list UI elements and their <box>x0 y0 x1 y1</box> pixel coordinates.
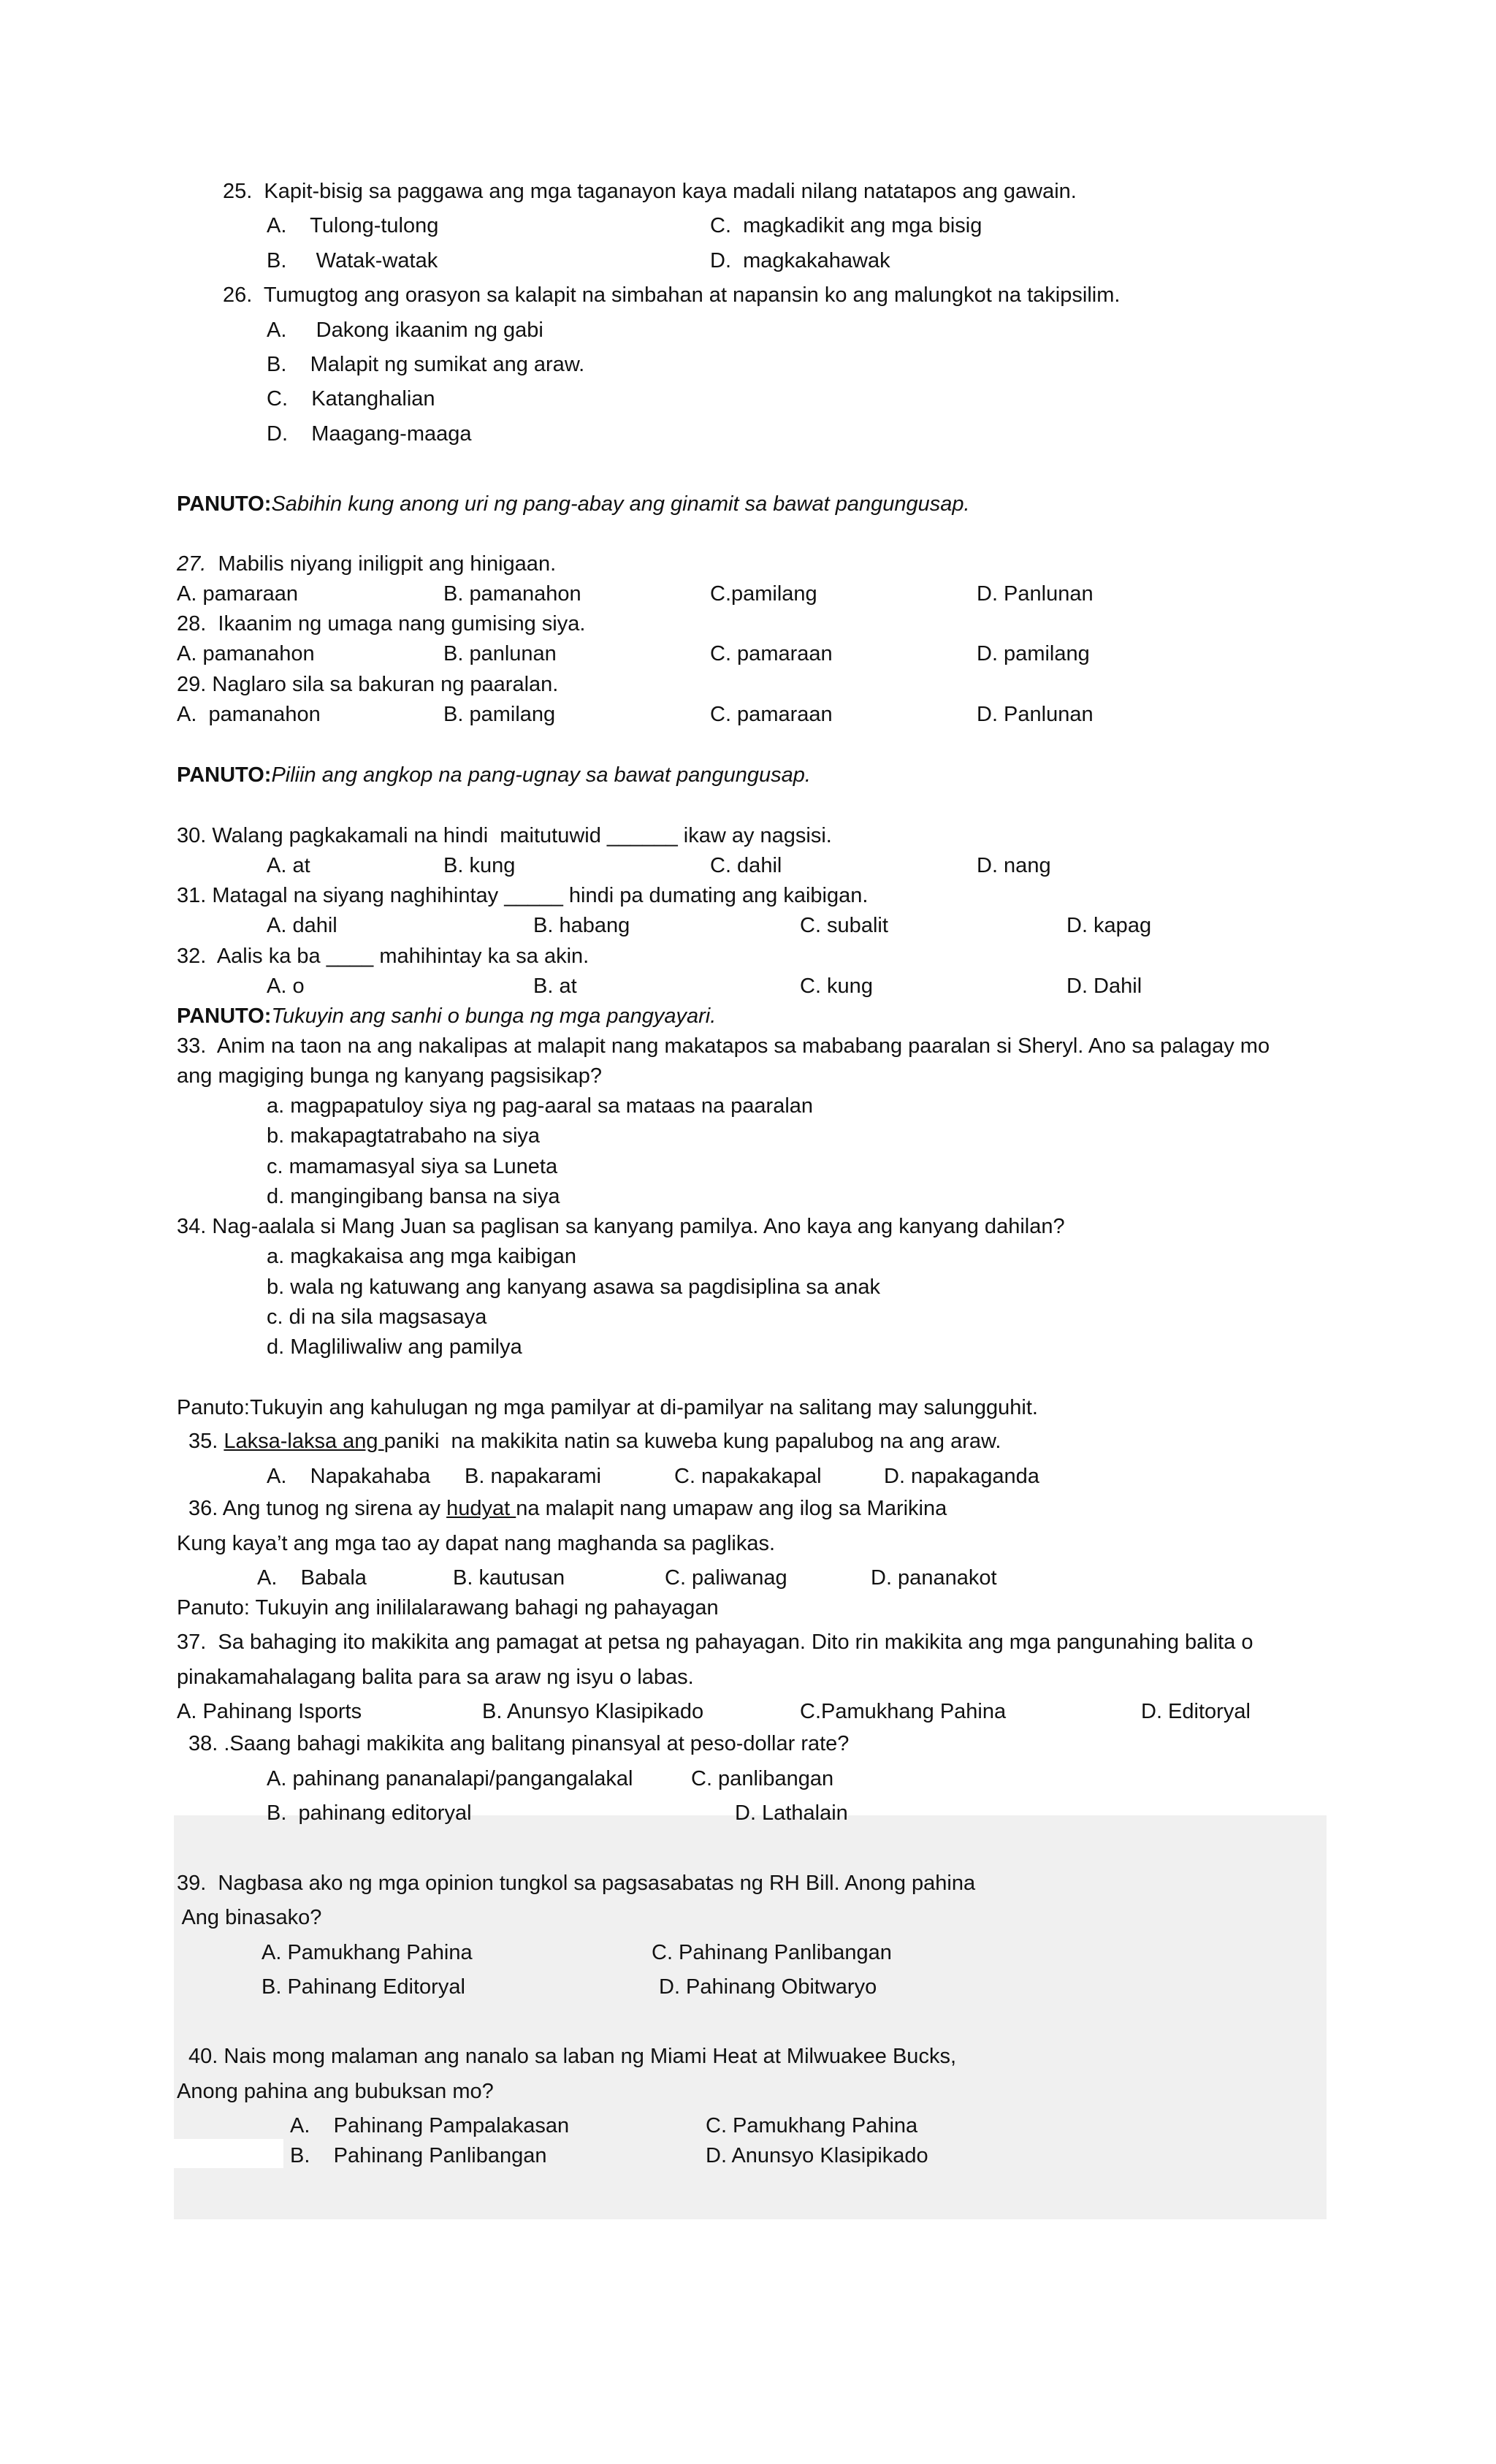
q28-choice-c: C. pamaraan <box>710 642 833 665</box>
question-32: 32. Aalis ka ba ____ mahihintay ka sa akin. <box>177 945 589 968</box>
q39-choice-c: C. Pahinang Panlibangan <box>652 1941 892 1964</box>
q36-choice-b: B. kautusan <box>453 1566 565 1590</box>
question-37-line-1: 37. Sa bahaging ito makikita ang pamagat at petsa ng pahayagan. Dito rin makikita ang mga pangunahing balita o <box>177 1630 1253 1654</box>
q27-number: 27. <box>177 552 207 576</box>
q31-choice-a: A. dahil <box>267 914 337 937</box>
q38-choice-b: B. pahinang editoryal <box>267 1801 472 1825</box>
q38-choice-d: D. Lathalain <box>735 1801 848 1825</box>
panuto-3-label: PANUTO: <box>177 1004 272 1028</box>
q27-choice-d: D. Panlunan <box>977 582 1094 606</box>
panuto-1 <box>177 492 970 516</box>
question-25: 25. Kapit-bisig sa paggawa ang mga taganayon kaya madali nilang natatapos ang gawain. <box>223 180 1077 203</box>
q29-choice-a: A. pamanahon <box>177 703 321 726</box>
question-27 <box>177 552 556 576</box>
q34-choice-d: d. Magliliwaliw ang pamilya <box>267 1335 522 1359</box>
q37-choice-b: B. Anunsyo Klasipikado <box>482 1700 704 1723</box>
panuto-4: Panuto:Tukuyin ang kahulugan ng mga pamilyar at di-pamilyar na salitang may salungguhit. <box>177 1396 1038 1419</box>
q35-text: paniki na makikita natin sa kuweba kung papalubog na ang araw. <box>383 1430 1001 1453</box>
q36-text-pre: 36. Ang tunog ng sirena ay <box>188 1497 447 1520</box>
q26-choice-d: D. Maagang-maaga <box>267 422 472 446</box>
q37-choice-c: C.Pamukhang Pahina <box>800 1700 1007 1723</box>
question-34: 34. Nag-aalala si Mang Juan sa paglisan sa kanyang pamilya. Ano kaya ang kanyang dahilan? <box>177 1215 1065 1238</box>
panuto-2-text: Piliin ang angkop na pang-ugnay sa bawat pangungusap. <box>271 763 811 787</box>
question-40-line-1: 40. Nais mong malaman ang nanalo sa laban ng Miami Heat at Milwuakee Bucks, <box>188 2045 956 2068</box>
q40-choice-b: B. Pahinang Panlibangan <box>290 2144 547 2167</box>
panuto-2-label: PANUTO: <box>177 763 272 787</box>
panuto-3 <box>177 1004 716 1029</box>
q27-choice-a: A. pamaraan <box>177 582 299 606</box>
question-38: 38. .Saang bahagi makikita ang balitang pinansyal at peso-dollar rate? <box>188 1732 850 1755</box>
question-30: 30. Walang pagkakamali na hindi maitutuwid ______ ikaw ay nagsisi. <box>177 824 832 847</box>
q34-choice-b: b. wala ng katuwang ang kanyang asawa sa pagdisiplina sa anak <box>267 1275 880 1299</box>
q31-choice-c: C. subalit <box>800 914 888 937</box>
question-36-line-2: Kung kaya’t ang mga tao ay dapat nang maghanda sa paglikas. <box>177 1532 776 1555</box>
question-35 <box>188 1429 1001 1454</box>
panuto-2 <box>177 763 811 787</box>
q33-choice-d: d. mangingibang bansa na siya <box>267 1185 560 1208</box>
q28-choice-a: A. pamanahon <box>177 642 315 665</box>
q36-choice-d: D. pananakot <box>871 1566 997 1590</box>
q40-choice-a: A. Pahinang Pampalakasan <box>290 2114 570 2137</box>
q30-choice-d: D. nang <box>977 854 1051 877</box>
q36-choice-c: C. paliwanag <box>665 1566 787 1590</box>
q35-choice-d: D. napakaganda <box>884 1465 1039 1488</box>
question-31: 31. Matagal na siyang naghihintay _____ hindi pa dumating ang kaibigan. <box>177 884 869 907</box>
q37-choice-a: A. Pahinang Isports <box>177 1700 362 1723</box>
question-28: 28. Ikaanim ng umaga nang gumising siya. <box>177 612 586 636</box>
q35-choice-c: C. napakakapal <box>674 1465 822 1488</box>
q36-text-rest: na malapit nang umapaw ang ilog sa Marikina <box>516 1497 947 1520</box>
question-33-line-1: 33. Anim na taon na ang nakalipas at malapit nang makatapos sa mababang paaralan si Sheryl. Ano sa palagay mo <box>177 1034 1270 1058</box>
q27-choice-b: B. pamanahon <box>443 582 581 606</box>
q33-choice-a: a. magpapatuloy siya ng pag-aaral sa mataas na paaralan <box>267 1094 814 1118</box>
q33-choice-c: c. mamamasyal siya sa Luneta <box>267 1155 558 1178</box>
q27-choice-c: C.pamilang <box>710 582 817 606</box>
question-33-line-2: ang magiging bunga ng kanyang pagsisikap? <box>177 1064 603 1088</box>
panuto-1-label: PANUTO: <box>177 492 272 516</box>
q25-choice-a: A. Tulong-tulong <box>267 214 439 237</box>
q35-underlined-phrase: Laksa-laksa ang <box>224 1430 384 1453</box>
q26-choice-b: B. Malapit ng sumikat ang araw. <box>267 353 585 376</box>
question-39-line-1: 39. Nagbasa ako ng mga opinion tungkol sa pagsasabatas ng RH Bill. Anong pahina <box>177 1872 976 1895</box>
q28-choice-b: B. panlunan <box>443 642 557 665</box>
question-37-line-2: pinakamahalagang balita para sa araw ng isyu o labas. <box>177 1666 694 1689</box>
q30-choice-b: B. kung <box>443 854 516 877</box>
q35-choice-a: A. Napakahaba <box>267 1465 431 1488</box>
q36-choice-a: A. Babala <box>257 1566 367 1590</box>
q35-choice-b: B. napakarami <box>465 1465 601 1488</box>
q31-choice-d: D. kapag <box>1066 914 1152 937</box>
q38-choice-c: C. panlibangan <box>691 1767 834 1790</box>
q32-choice-b: B. at <box>533 974 577 998</box>
q29-choice-d: D. Panlunan <box>977 703 1094 726</box>
q25-choice-d: D. magkakahawak <box>710 249 890 272</box>
q31-choice-b: B. habang <box>533 914 630 937</box>
q40-choice-c: C. Pamukhang Pahina <box>706 2114 918 2137</box>
question-39-line-2: Ang binasako? <box>177 1906 322 1929</box>
question-40-line-2: Anong pahina ang bubuksan mo? <box>177 2080 494 2103</box>
q30-choice-a: A. at <box>267 854 310 877</box>
q40-choice-d: D. Anunsyo Klasipikado <box>706 2144 928 2167</box>
q38-choice-a: A. pahinang pananalapi/pangangalakal <box>267 1767 633 1790</box>
panuto-3-text: Tukuyin ang sanhi o bunga ng mga pangyayari. <box>271 1004 717 1028</box>
q33-choice-b: b. makapagtatrabaho na siya <box>267 1124 541 1148</box>
q36-underlined-word: hudyat <box>446 1497 516 1520</box>
q37-choice-d: D. Editoryal <box>1141 1700 1251 1723</box>
q25-choice-b: B. Watak-watak <box>267 249 438 272</box>
q32-choice-d: D. Dahil <box>1066 974 1142 998</box>
q34-choice-a: a. magkakaisa ang mga kaibigan <box>267 1245 576 1268</box>
question-29: 29. Naglaro sila sa bakuran ng paaralan. <box>177 673 559 696</box>
q25-choice-c: C. magkadikit ang mga bisig <box>710 214 982 237</box>
q29-choice-c: C. pamaraan <box>710 703 833 726</box>
q27-text: Mabilis niyang iniligpit ang hinigaan. <box>206 552 557 576</box>
q29-choice-b: B. pamilang <box>443 703 556 726</box>
panuto-1-text: Sabihin kung anong uri ng pang-abay ang ginamit sa bawat pangungusap. <box>271 492 970 516</box>
question-36-line-1 <box>188 1496 947 1521</box>
panuto-5: Panuto: Tukuyin ang inililalarawang bahagi ng pahayagan <box>177 1596 719 1620</box>
q30-choice-c: C. dahil <box>710 854 782 877</box>
q32-choice-c: C. kung <box>800 974 873 998</box>
q39-choice-d: D. Pahinang Obitwaryo <box>659 1975 877 1999</box>
q26-choice-c: C. Katanghalian <box>267 387 435 411</box>
q28-choice-d: D. pamilang <box>977 642 1090 665</box>
shade-notch <box>174 2139 283 2168</box>
q26-choice-a: A. Dakong ikaanim ng gabi <box>267 319 543 342</box>
q34-choice-c: c. di na sila magsasaya <box>267 1305 487 1329</box>
question-26: 26. Tumugtog ang orasyon sa kalapit na simbahan at napansin ko ang malungkot na takipsilim. <box>223 283 1121 307</box>
q39-choice-b: B. Pahinang Editoryal <box>262 1975 465 1999</box>
q35-number: 35. <box>188 1430 224 1453</box>
q32-choice-a: A. o <box>267 974 305 998</box>
q39-choice-a: A. Pamukhang Pahina <box>262 1941 473 1964</box>
